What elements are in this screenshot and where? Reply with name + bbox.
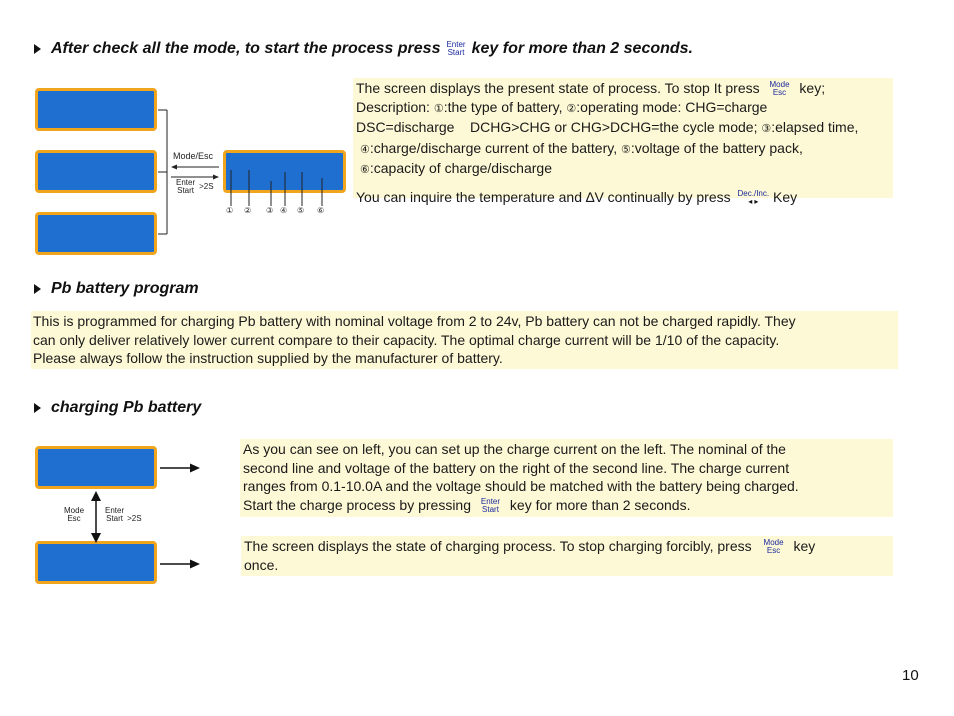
marker-4-ref: ④ [360,143,370,156]
page-number: 10 [902,667,919,684]
section2-heading [34,280,199,298]
note-text: Description: [356,98,434,115]
section1-heading-text-2: key for more than 2 seconds. [471,40,693,57]
section1-connector-lines [155,100,355,250]
note-text: V continually by press [594,188,731,205]
section1-heading [34,40,693,58]
mode-esc-small-label [64,507,84,523]
marker-5-ref: ⑤ [620,143,631,156]
note-text: :voltage of the battery pack, [630,139,803,156]
note-text: The screen displays the present state of process. To stop It press [356,80,760,96]
marker-6-ref: ⑥ [360,164,370,176]
section3-heading-text: charging Pb battery [51,399,202,416]
note-text: :elapsed time, [771,119,859,135]
marker-6: ⑥ [317,206,325,215]
section3-note-2 [241,536,893,576]
marker-3: ③ [266,206,274,215]
note-text: key; [799,80,826,96]
section3-heading [34,399,201,417]
mode-label: Mode [64,506,85,515]
section1-note [353,78,893,206]
key-bottom-label: Start [447,48,465,57]
note-line-1 [244,537,890,556]
start-label: Start [106,514,124,523]
note-line-1: As you can see on left, you can set up the charge current on the left. The nominal of the [243,441,786,457]
body-line-2: can only deliver relatively lower current compare to their capacity. The optimal charge current will be 1/10 of the capacity. [33,331,780,348]
note-text: key for more than 2 seconds. [509,496,691,513]
note-text: key [793,538,816,554]
marker-2: ② [244,206,252,215]
key-bottom-label: Esc [766,546,781,556]
section3-arrows [80,462,205,574]
section2-body [31,311,898,369]
enter-start-small-label [105,507,142,523]
note-text: :operating mode: CHG=charge [576,98,768,115]
hold-label: >2S [199,182,214,191]
lcd-screen-3 [35,212,157,255]
note-line-6 [356,188,890,207]
mode-esc-key-icon [770,81,790,97]
key-bottom-label: Esc [772,88,787,98]
key-top-label: Mode [763,538,784,548]
marker-5: ⑤ [297,206,305,215]
start-label: Start [177,186,195,195]
section3-note-1 [240,439,893,517]
delta-symbol: ∆ [585,188,595,205]
enter-start-hold-label [176,179,214,195]
bullet-triangle-icon [34,284,41,294]
note-text: The screen displays the state of charging process. To stop charging forcibly, press [244,538,752,554]
note-line-2: second line and voltage of the battery on the right of the second line. The charge current [243,459,790,476]
note-line-4 [356,139,890,160]
hold-label: >2S [127,514,142,523]
note-line-5 [356,159,890,180]
enter-label: Enter [176,178,196,187]
enter-start-key-icon [481,498,500,514]
bullet-triangle-icon [34,44,41,54]
dec-inc-key-icon [738,190,770,206]
note-line-3 [356,118,890,139]
note-text: :capacity of charge/discharge [369,160,552,176]
body-line-1: This is programmed for charging Pb battery with nominal voltage from 2 to 24v, Pb battery can not be charged rapidly. They [33,313,796,329]
marker-1: ① [226,206,234,215]
lcd-screen-2 [35,150,157,193]
note-line-1 [356,79,890,98]
marker-3-ref: ③ [761,123,772,135]
note-line-2 [356,98,890,119]
lcd-screen-1 [35,88,157,131]
marker-2-ref: ② [566,102,577,115]
note-text: Start the charge process by pressing [243,496,472,513]
body-line-3: Please always follow the instruction supplied by the manufacturer of battery. [33,350,503,366]
key-top-label: Enter [480,496,501,506]
note-line-2: once. [244,556,279,573]
key-arrows-label: ◂ ▸ [748,196,759,206]
esc-label: Esc [67,514,81,523]
key-bottom-label: Start [482,504,499,514]
note-text: DSC=discharge DCHG>CHG or CHG>DCHG=the cycle mode; [356,119,762,135]
enter-label: Enter [105,506,125,515]
note-text: :charge/discharge current of the battery, [369,139,621,156]
note-text: You can inquire the temperature and [356,188,586,205]
key-top-label: Mode [769,80,790,90]
bullet-triangle-icon [34,403,41,413]
mode-esc-label: Mode/Esc [173,151,214,161]
key-top-label: Dec./Inc. [737,188,770,198]
marker-1-ref: ① [433,102,444,115]
note-line-4 [243,496,890,515]
section2-heading-text: Pb battery program [51,280,199,297]
key-top-label: Enter [446,40,466,49]
marker-4: ④ [280,206,288,215]
section1-heading-text: After check all the mode, to start the process press [51,40,441,57]
mode-esc-key-icon [764,539,784,555]
note-text: :the type of battery, [443,98,567,115]
enter-start-key-icon [446,41,465,57]
note-text: Key [769,188,798,205]
marker-row [226,206,336,218]
note-line-3: ranges from 0.1-10.0A and the voltage should be matched with the battery being charged. [243,478,799,494]
